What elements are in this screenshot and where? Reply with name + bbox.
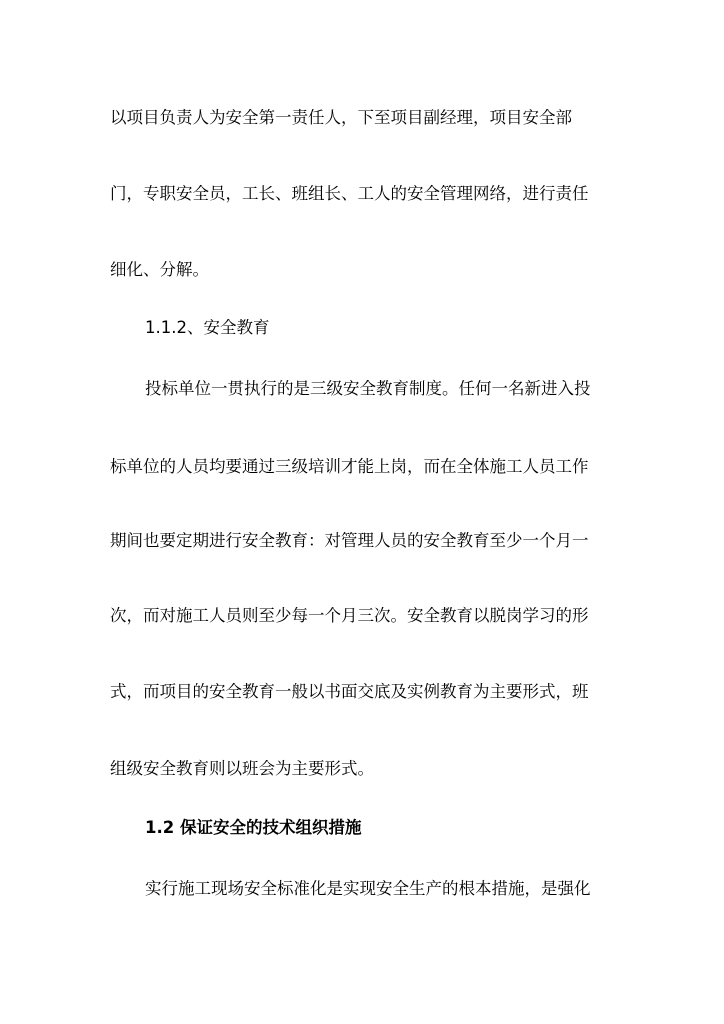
paragraph-line: 式，而项目的安全教育一般以书面交底及实例教育为主要形式，班 (110, 682, 589, 701)
paragraph-line: 组级安全教育则以班会为主要形式。 (110, 759, 374, 778)
paragraph-line: 门，专职安全员，工长、班组长、工人的安全管理网络，进行责任 (110, 184, 589, 203)
paragraph-line: 实行施工现场安全标准化是实现安全生产的根本措施，是强化 (145, 879, 591, 898)
paragraph-line: 投标单位一贯执行的是三级安全教育制度。任何一名新进入投 (145, 379, 591, 398)
paragraph-line: 标单位的人员均要通过三级培训才能上岗，而在全体施工人员工作 (110, 457, 589, 476)
paragraph-line: 以项目负责人为安全第一责任人，下至项目副经理，项目安全部 (110, 108, 572, 127)
paragraph-line: 细化、分解。 (110, 260, 209, 279)
section-heading-1-2: 1.2 保证安全的技术组织措施 (145, 818, 362, 837)
section-heading-1-1-2: 1.1.2、安全教育 (145, 318, 270, 337)
paragraph-line: 次，而对施工人员则至少每一个月三次。安全教育以脱岗学习的形 (110, 606, 589, 625)
paragraph-line: 期间也要定期进行安全教育：对管理人员的安全教育至少一个月一 (110, 531, 589, 550)
